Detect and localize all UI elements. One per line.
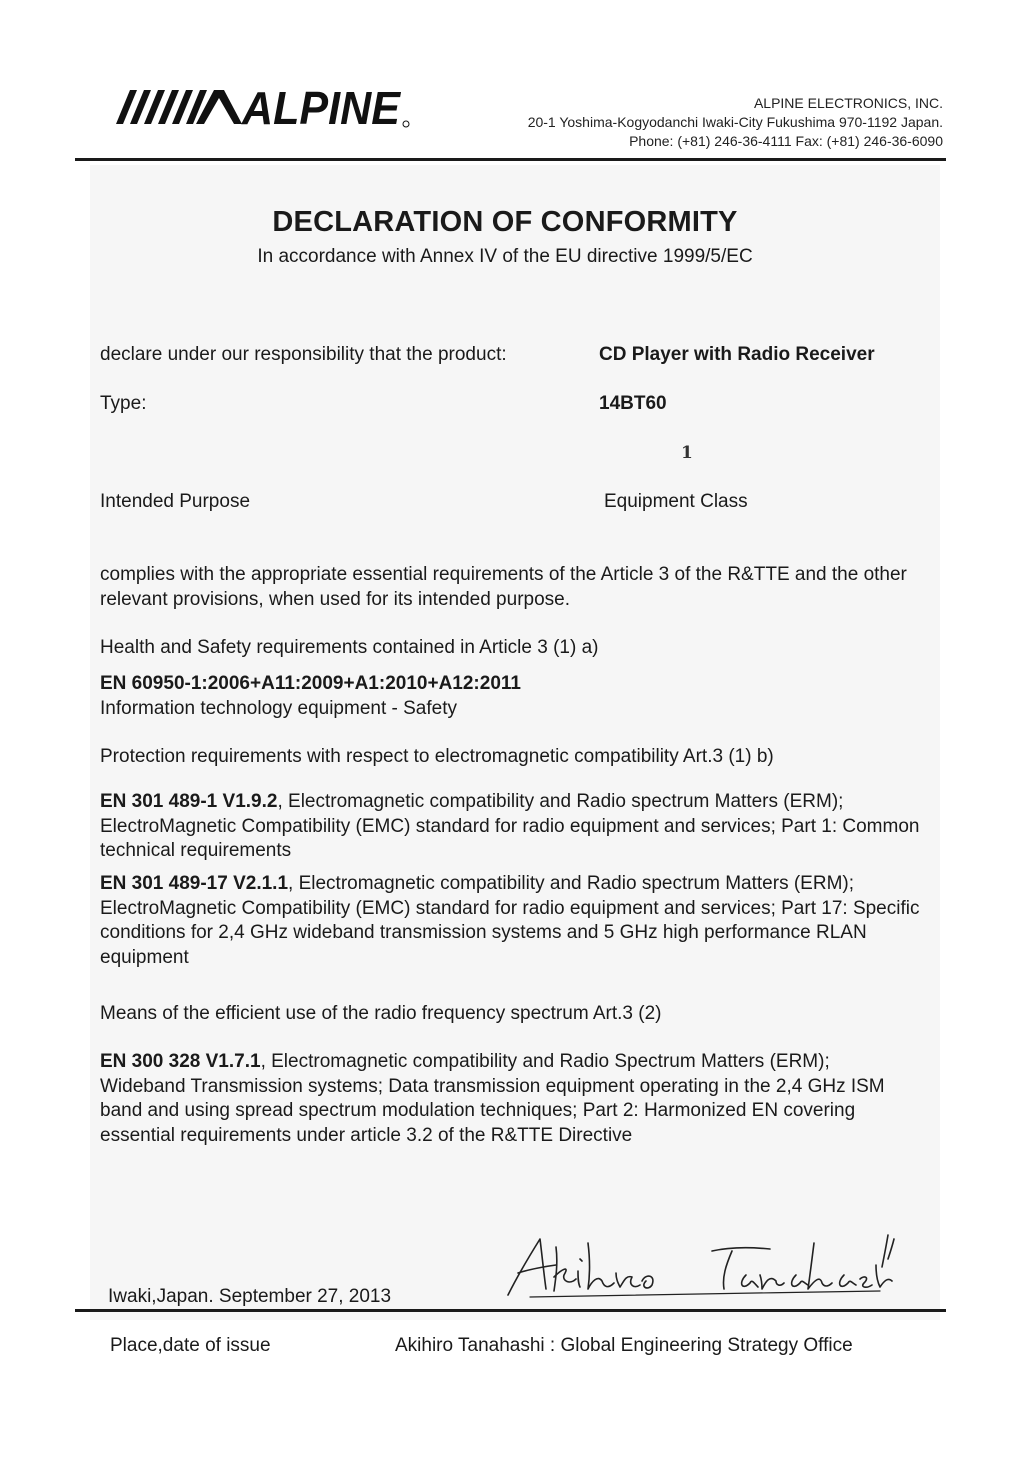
radio-item-text: , Electromagnetic compatibility and Radio Spectrum Matters (ERM); Wideband Transmission systems; Data transmission equipment operating in the 2,4 GHz ISM band and using spread spectrum modulation techniques; Part 2: Harmonized EN covering essential requirements under article 3.2 of the R&TTE Directive xyxy=(100,1051,885,1146)
page-title: DECLARATION OF CONFORMITY xyxy=(272,206,738,238)
header-rule xyxy=(75,158,946,161)
company-phone-fax: Phone: (+81) 246-36-4111 Fax: (+81) 246-36-6090 xyxy=(629,133,943,149)
radio-item xyxy=(100,1050,920,1148)
health-section xyxy=(100,636,920,661)
company-info xyxy=(528,94,943,151)
radio-heading: Means of the efficient use of the radio frequency spectrum Art.3 (2) xyxy=(100,1003,662,1024)
company-address: 20-1 Yoshima-Kogyodanchi Iwaki-City Fukushima 970-1192 Japan. xyxy=(527,114,943,130)
compliance-text: complies with the appropriate essential requirements of the Article 3 of the R&TTE and the other relevant provisions, when used for its intended purpose. xyxy=(100,564,907,610)
emc-item-2-text: , Electromagnetic compatibility and Radio spectrum Matters (ERM); ElectroMagnetic Compatibility (EMC) standard for radio equipment and services; Part 17: Specific conditions for 2,4 GHz wideband transmission systems and 5 GHz high performance RLAN equipment xyxy=(100,873,920,968)
type-value: 14BT60 xyxy=(599,393,667,414)
radio-item-code: EN 300 328 V1.7.1 xyxy=(100,1051,261,1072)
type-label: Type: xyxy=(100,393,147,414)
emc-item-2 xyxy=(100,872,920,970)
emc-item-1-code: EN 301 489-1 V1.9.2 xyxy=(100,791,278,812)
declare-label: declare under our responsibility that the product: xyxy=(100,344,507,365)
emc-heading: Protection requirements with respect to electromagnetic compatibility Art.3 (1) b) xyxy=(100,746,774,767)
company-name: ALPINE ELECTRONICS, INC. xyxy=(753,95,943,111)
declare-value: CD Player with Radio Receiver xyxy=(599,344,875,365)
handwritten-signature xyxy=(500,1225,900,1305)
health-standard: EN 60950-1:2006+A11:2009+A1:2010+A12:2011 xyxy=(100,673,521,694)
equipment-class-label: Equipment Class xyxy=(604,491,748,512)
footer-rule xyxy=(75,1309,946,1312)
health-standard-block xyxy=(100,672,920,721)
emc-item-1-text: , Electromagnetic compatibility and Radio spectrum Matters (ERM); ElectroMagnetic Compatibility (EMC) standard for radio equipment and services; Part 1: Common technical requirements xyxy=(100,791,920,861)
place-date-label: Place,date of issue xyxy=(110,1335,271,1356)
place-date: Iwaki,Japan. September 27, 2013 xyxy=(108,1286,392,1307)
health-heading: Health and Safety requirements contained in Article 3 (1) a) xyxy=(100,637,599,658)
logo-wordmark: ALPINE xyxy=(241,84,402,130)
compliance-statement xyxy=(100,563,920,612)
emc-section xyxy=(100,745,920,770)
page-subtitle: In accordance with Annex IV of the EU directive 1999/5/EC xyxy=(257,246,753,267)
alpine-logo xyxy=(100,84,412,130)
health-description: Information technology equipment - Safety xyxy=(100,697,457,719)
emc-item-2-code: EN 301 489-17 V2.1.1 xyxy=(100,873,289,894)
signer-label: Akihiro Tanahashi : Global Engineering Strategy Office xyxy=(395,1335,853,1356)
equipment-class-value: 1 xyxy=(681,443,693,463)
emc-item-1 xyxy=(100,790,920,864)
radio-section xyxy=(100,1002,920,1027)
intended-purpose-label: Intended Purpose xyxy=(100,491,251,512)
